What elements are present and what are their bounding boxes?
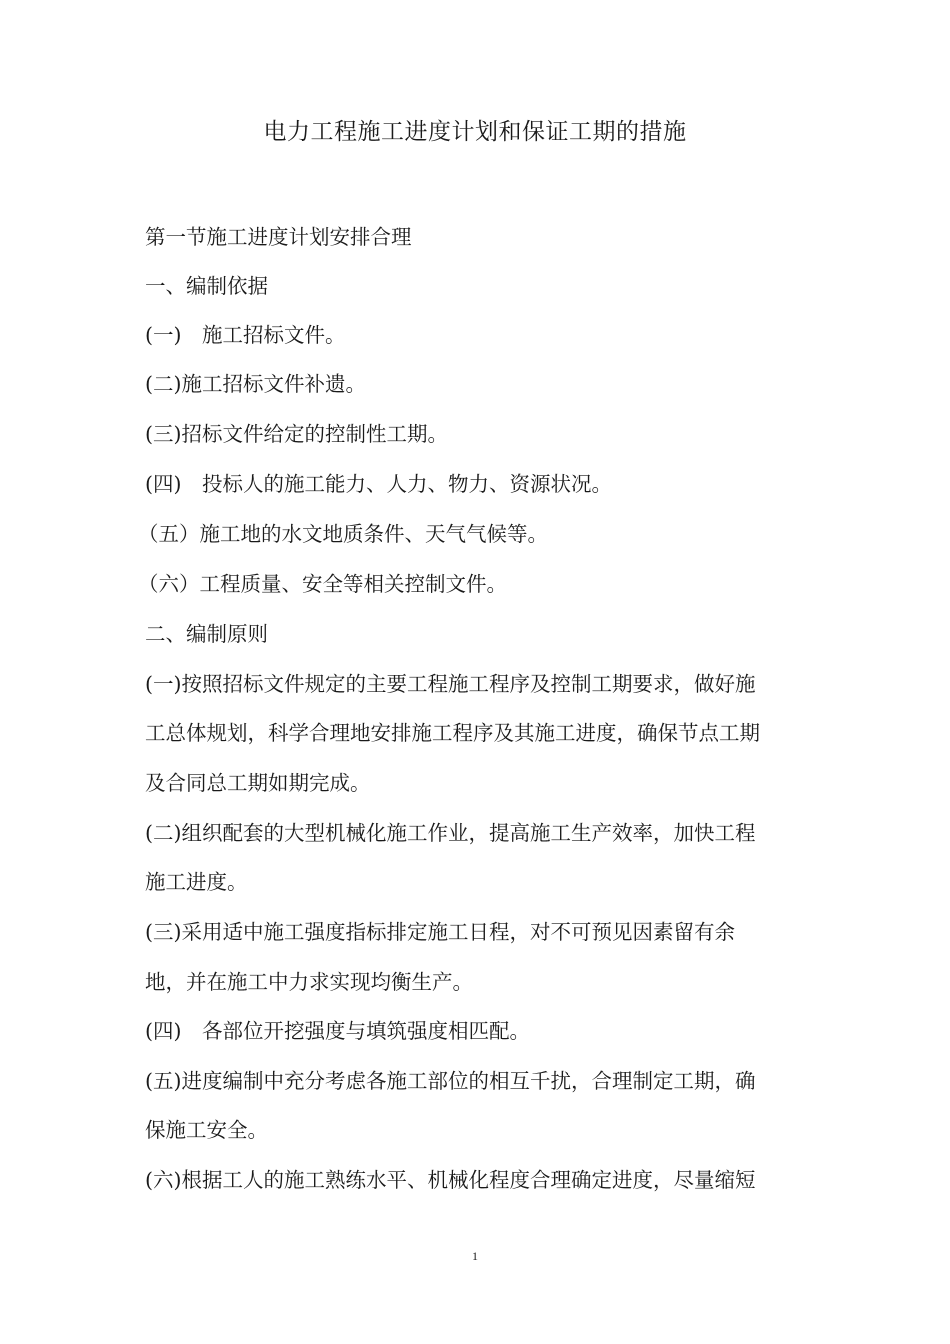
paragraph-line: (二)组织配套的大型机械化施工作业，提高施工生产效率，加快工程 bbox=[145, 821, 756, 845]
paragraph-line: 保施工安全。 bbox=[145, 1118, 268, 1142]
subsection-heading: 二、编制原则 bbox=[145, 622, 268, 646]
page-number: 1 bbox=[472, 1249, 478, 1263]
paragraph-line: 地，并在施工中力求实现均衡生产。 bbox=[145, 970, 473, 994]
paragraph-line: 工总体规划，科学合理地安排施工程序及其施工进度，确保节点工期 bbox=[145, 721, 760, 745]
paragraph-line: (一)按照招标文件规定的主要工程施工程序及控制工期要求，做好施 bbox=[145, 672, 756, 696]
paragraph-line: 及合同总工期如期完成。 bbox=[145, 771, 371, 795]
list-item: (二)施工招标文件补遗。 bbox=[145, 372, 366, 396]
list-item: (四) 投标人的施工能力、人力、物力、资源状况。 bbox=[145, 472, 612, 496]
paragraph-line: (四) 各部位开挖强度与填筑强度相匹配。 bbox=[145, 1019, 530, 1043]
paragraph-line: 施工进度。 bbox=[145, 870, 248, 894]
paragraph-line: (五)进度编制中充分考虑各施工部位的相互千扰，合理制定工期，确 bbox=[145, 1069, 756, 1093]
paragraph-line: (六)根据工人的施工熟练水平、机械化程度合理确定进度，尽量缩短 bbox=[145, 1168, 756, 1192]
list-item: (一) 施工招标文件。 bbox=[145, 323, 346, 347]
list-item: (三)招标文件给定的控制性工期。 bbox=[145, 422, 448, 446]
list-item: （六）工程质量、安全等相关控制文件。 bbox=[138, 572, 507, 596]
subsection-heading: 一、编制依据 bbox=[145, 274, 268, 298]
section-heading: 第一节施工进度计划安排合理 bbox=[145, 225, 412, 249]
list-item: （五）施工地的水文地质条件、天气气候等。 bbox=[138, 522, 548, 546]
paragraph-line: (三)采用适中施工强度指标排定施工日程，对不可预见因素留有余 bbox=[145, 920, 735, 944]
document-title: 电力工程施工进度计划和保证工期的措施 bbox=[263, 119, 687, 145]
